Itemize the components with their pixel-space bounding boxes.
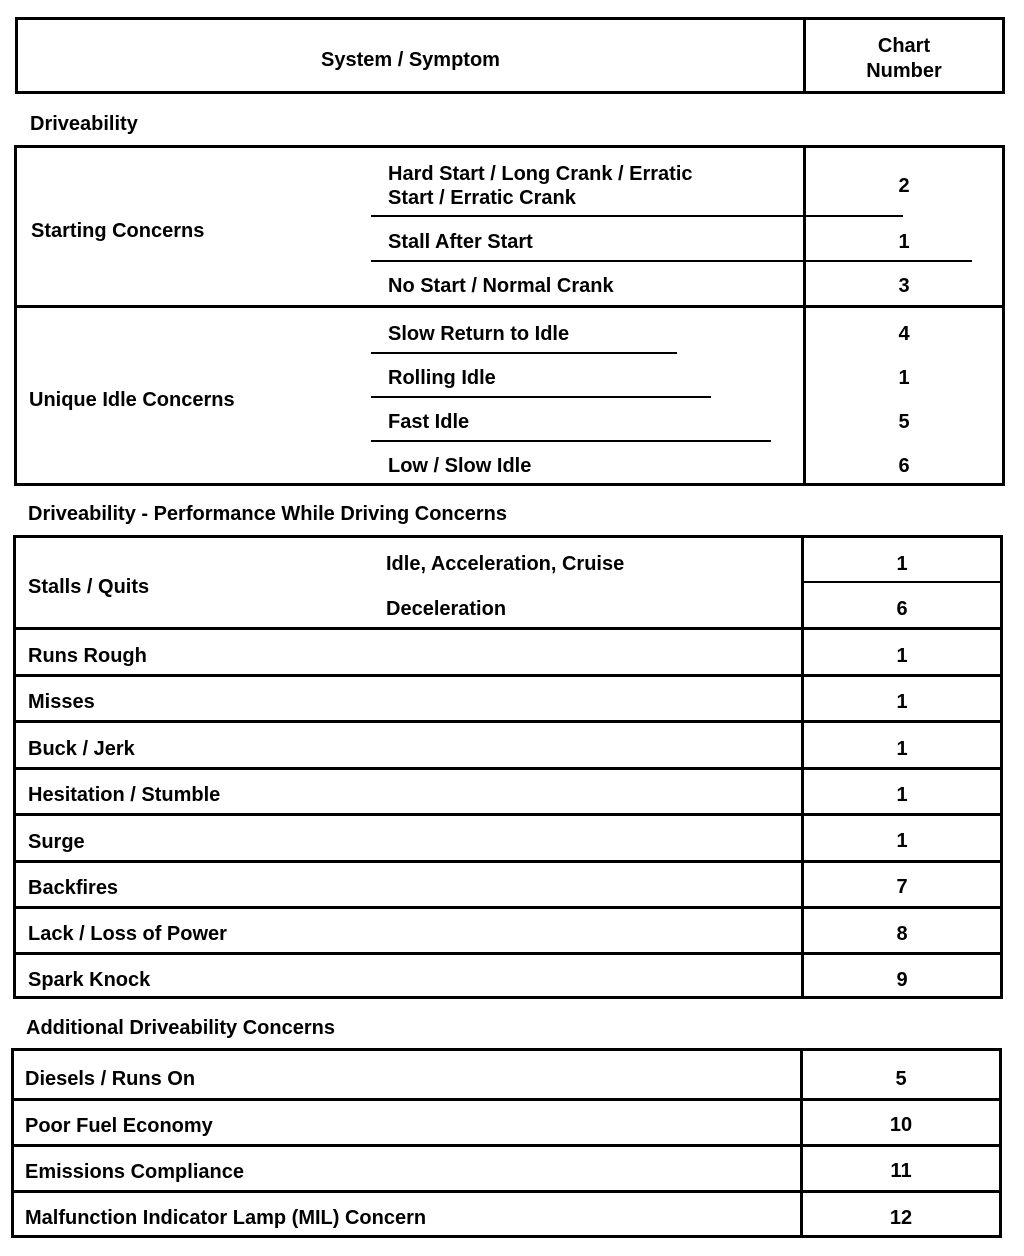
symptom-hard-start-line1: Hard Start / Long Crank / Erratic: [388, 163, 693, 185]
symptom-low-slow-idle: Low / Slow Idle: [388, 455, 532, 477]
chart-number: 7: [896, 876, 908, 898]
table-additional-driveability: [11, 1048, 1002, 1238]
chart-number: 1: [896, 830, 908, 852]
header-chart-number-line2: Number: [866, 60, 942, 82]
symptom-slow-return-to-idle: Slow Return to Idle: [388, 323, 570, 345]
row-divider: [371, 440, 771, 442]
row-divider: [16, 813, 1000, 816]
chart-number: 5: [895, 1068, 907, 1090]
row-label: Poor Fuel Economy: [25, 1115, 213, 1137]
table-header: [15, 17, 1005, 94]
row-divider: [14, 1144, 999, 1147]
chart-number: 12: [889, 1207, 913, 1229]
row-label: Lack / Loss of Power: [28, 923, 227, 945]
group-label-starting-concerns: Starting Concerns: [31, 220, 205, 242]
section-title-performance-while-driving: Driveability - Performance While Driving Concerns: [28, 503, 508, 525]
group-label-stalls-quits: Stalls / Quits: [28, 576, 150, 598]
symptom-rolling-idle: Rolling Idle: [388, 367, 496, 389]
chart-number: 10: [889, 1114, 913, 1136]
group-divider: [17, 305, 1002, 308]
group-label-unique-idle-concerns: Unique Idle Concerns: [29, 389, 235, 411]
row-divider: [16, 627, 1000, 630]
row-label: Buck / Jerk: [28, 738, 135, 760]
row-divider: [371, 215, 903, 217]
row-label: Runs Rough: [28, 645, 147, 667]
row-label: Hesitation / Stumble: [28, 784, 221, 806]
row-divider: [371, 260, 972, 262]
row-divider: [16, 952, 1000, 955]
row-label: Diesels / Runs On: [25, 1068, 196, 1090]
symptom-deceleration: Deceleration: [386, 598, 507, 620]
row-label: Spark Knock: [28, 969, 151, 991]
row-divider: [16, 906, 1000, 909]
row-divider: [16, 767, 1000, 770]
row-divider: [371, 352, 677, 354]
row-divider: [16, 674, 1000, 677]
chart-number: 6: [896, 598, 908, 620]
chart-number: 1: [896, 553, 908, 575]
chart-number: 2: [898, 175, 910, 197]
chart-number: 8: [896, 923, 908, 945]
table-driveability: [14, 145, 1005, 486]
chart-number: 4: [898, 323, 910, 345]
row-divider: [16, 720, 1000, 723]
section-title-driveability: Driveability: [30, 113, 138, 135]
row-divider: [371, 396, 711, 398]
table-performance-while-driving: [13, 535, 1003, 999]
row-label: Malfunction Indicator Lamp (MIL) Concern: [25, 1207, 427, 1229]
row-label: Emissions Compliance: [25, 1161, 244, 1183]
chart-number: 1: [896, 738, 908, 760]
chart-number: 1: [896, 784, 908, 806]
row-label: Surge: [28, 831, 85, 853]
chart-number: 1: [898, 231, 910, 253]
chart-number: 6: [898, 455, 910, 477]
chart-number: 1: [896, 645, 908, 667]
chart-number: 3: [898, 275, 910, 297]
row-divider: [16, 860, 1000, 863]
chart-number: 1: [896, 691, 908, 713]
header-system-symptom: System / Symptom: [321, 49, 500, 71]
row-label: Misses: [28, 691, 95, 713]
row-divider: [801, 581, 1003, 583]
header-chart-number-line1: Chart: [877, 35, 931, 57]
symptom-hard-start-line2: Start / Erratic Crank: [388, 187, 576, 209]
chart-number: 9: [896, 969, 908, 991]
chart-number: 5: [898, 411, 910, 433]
symptom-no-start-normal-crank: No Start / Normal Crank: [388, 275, 614, 297]
row-divider: [14, 1098, 999, 1101]
row-label: Backfires: [28, 877, 119, 899]
symptom-fast-idle: Fast Idle: [388, 411, 470, 433]
row-divider: [14, 1190, 999, 1193]
symptom-stall-after-start: Stall After Start: [388, 231, 533, 253]
chart-number: 11: [890, 1160, 912, 1182]
section-title-additional-driveability: Additional Driveability Concerns: [26, 1017, 335, 1039]
symptom-idle-acceleration-cruise: Idle, Acceleration, Cruise: [386, 553, 625, 575]
chart-number: 1: [898, 367, 910, 389]
